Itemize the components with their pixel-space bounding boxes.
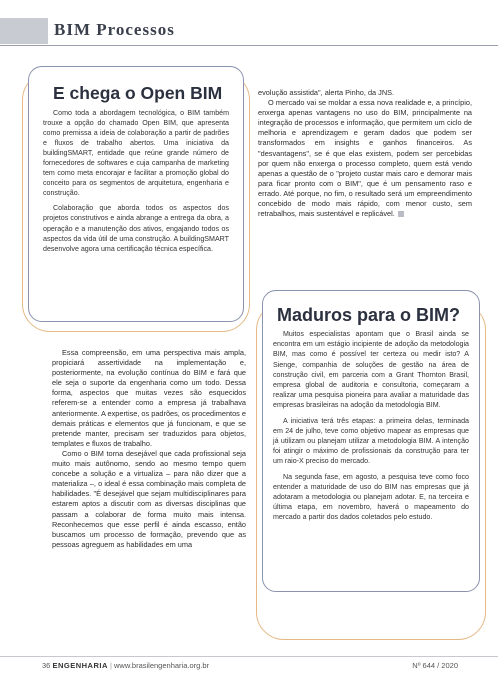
footer-left xyxy=(42,661,209,670)
maduros-box xyxy=(262,290,480,592)
paragraph: Na segunda fase, em agosto, a pesquisa teve como foco entender a maturidade de uso do BIM nas empresas que já adotaram a metodologia ou planejam adotar. E, na terceira e última etapa, em novembro, haverá o mapeamento do mercado a partir dos dados coletados pelo estudo. xyxy=(273,472,469,522)
magazine-name: ENGENHARIA xyxy=(52,661,108,670)
open-bim-box xyxy=(28,66,244,322)
header-accent-bar xyxy=(0,18,48,44)
end-mark-icon xyxy=(398,211,404,217)
paragraph: Como o BIM torna desejável que cada profissional seja muito mais autônomo, sendo ao mesmo tempo quem concebe a solução e a virtualiza – para não dizer que a materializa –, o ideal é essa combinação mais completa de habilidades. "É desejável que sejam multidisciplinares para estarem aptos a discutir com as diversas disciplinas que passam a colaborar de forma muito mais intensa. Reconhecemos que esse perfil é ainda escasso, então buscamos um processo de formação, prevendo que as pessoas agreguem as habilidades em uma xyxy=(52,448,246,549)
paragraph-text: O mercado vai se moldar a essa nova realidade e, a princípio, enxerga apenas vantagens no uso do BIM, principalmente na integração de processos e informação, que permitem um ciclo de melhoria e aprendizagem e geram dados que podem ser transformados em insights e ganhos financeiros. As "desvantagens", se é que elas existem, podem ser percebidas por quem não enxerga o processo completo, quem está vendo apenas a questão de o "projeto custar mais caro e demorar mais para ficar pronto com o BIM", que é um pensamento raso e errado. Até porque, no fim, o resultado será um empreendimento concebido de modo mais rápido, com menor custo, sem retrabalhos, mais sustentável e replicável. xyxy=(258,98,472,219)
maduros-title: Maduros para o BIM? xyxy=(277,305,461,325)
issue-number: Nº 644 / 2020 xyxy=(412,661,458,670)
paragraph: A iniciativa terá três etapas: a primeira delas, terminada em 24 de julho, teve como objetivo mapear as empresas que já utilizam ou planejam utilizar a metodologia BIM. A intenção foi atingir o máximo de profissionais da construção para ter um raio-X preciso do mercado. xyxy=(273,416,469,466)
footer-separator: | xyxy=(109,661,112,670)
paragraph xyxy=(258,98,472,219)
paragraph: Colaboração que aborda todos os aspectos dos projetos construtivos e ainda abrange a entrega da obra, a operação e a manutenção dos ativos, engajando todos os aspectos da vida útil de uma construção. A buildingSMART desenvolve agora uma certificação técnica específica. xyxy=(43,204,229,253)
footer-rule xyxy=(0,656,498,657)
paragraph: Essa compreensão, em uma perspectiva mais ampla, propiciará assertividade na implementação e, posteriormente, na evolução contínua do BIM e fará que ele seja o suporte da engenharia como um todo. Dessa forma, aspectos que muitas vezes são esquecidos referem-se a entender como a empresa já trabalhava anteriormente. A expertise, os padrões, os procedimentos e demais práticas e elementos que já funcionam, e que se pretende manter, precisam ser traduzidos para objetos, templates e fluxos de trabalho. xyxy=(52,348,246,448)
left-column-text xyxy=(52,348,246,550)
paragraph: Muitos especialistas apontam que o Brasil ainda se encontra em um estágio incipiente de adoção da metodologia BIM, mas como é possível ter certeza ou medir isto? A Sienge, companhia de soluções de gestão na área de construção civil, em parceria com a Grant Thornton Brasil, empresa global de auditoria e consultoria, começaram a realizar uma pesquisa pioneira para avaliar a maturidade das empresas brasileiras na adoção da metodologia BIM. xyxy=(273,330,469,410)
open-bim-text xyxy=(43,108,229,259)
page-number: 36 xyxy=(42,661,51,670)
magazine-url[interactable]: www.brasilengenharia.org.br xyxy=(114,661,210,670)
paragraph: evolução assistida", alerta Pinho, da JNS. xyxy=(258,88,395,97)
open-bim-title: E chega o Open BIM xyxy=(53,83,223,103)
header-rule xyxy=(0,45,498,46)
maduros-text xyxy=(273,329,469,528)
right-column-text xyxy=(258,88,472,219)
paragraph: Como toda a abordagem tecnológica, o BIM também trouxe a opção do chamado Open BIM, que apresenta como premissa a ideia de colaboração a partir de padrões e fluxos de trabalho abertos. Uma iniciativa da buildingSMART, entidade que reúne grande número de fornecedores de softwares e cuja campanha de marketing tem como meta encorajar e facilitar a promoção global do conceito para os segmentos de arquitetura, engenharia e construção. xyxy=(43,109,229,198)
section-title: BIM Processos xyxy=(54,20,175,39)
